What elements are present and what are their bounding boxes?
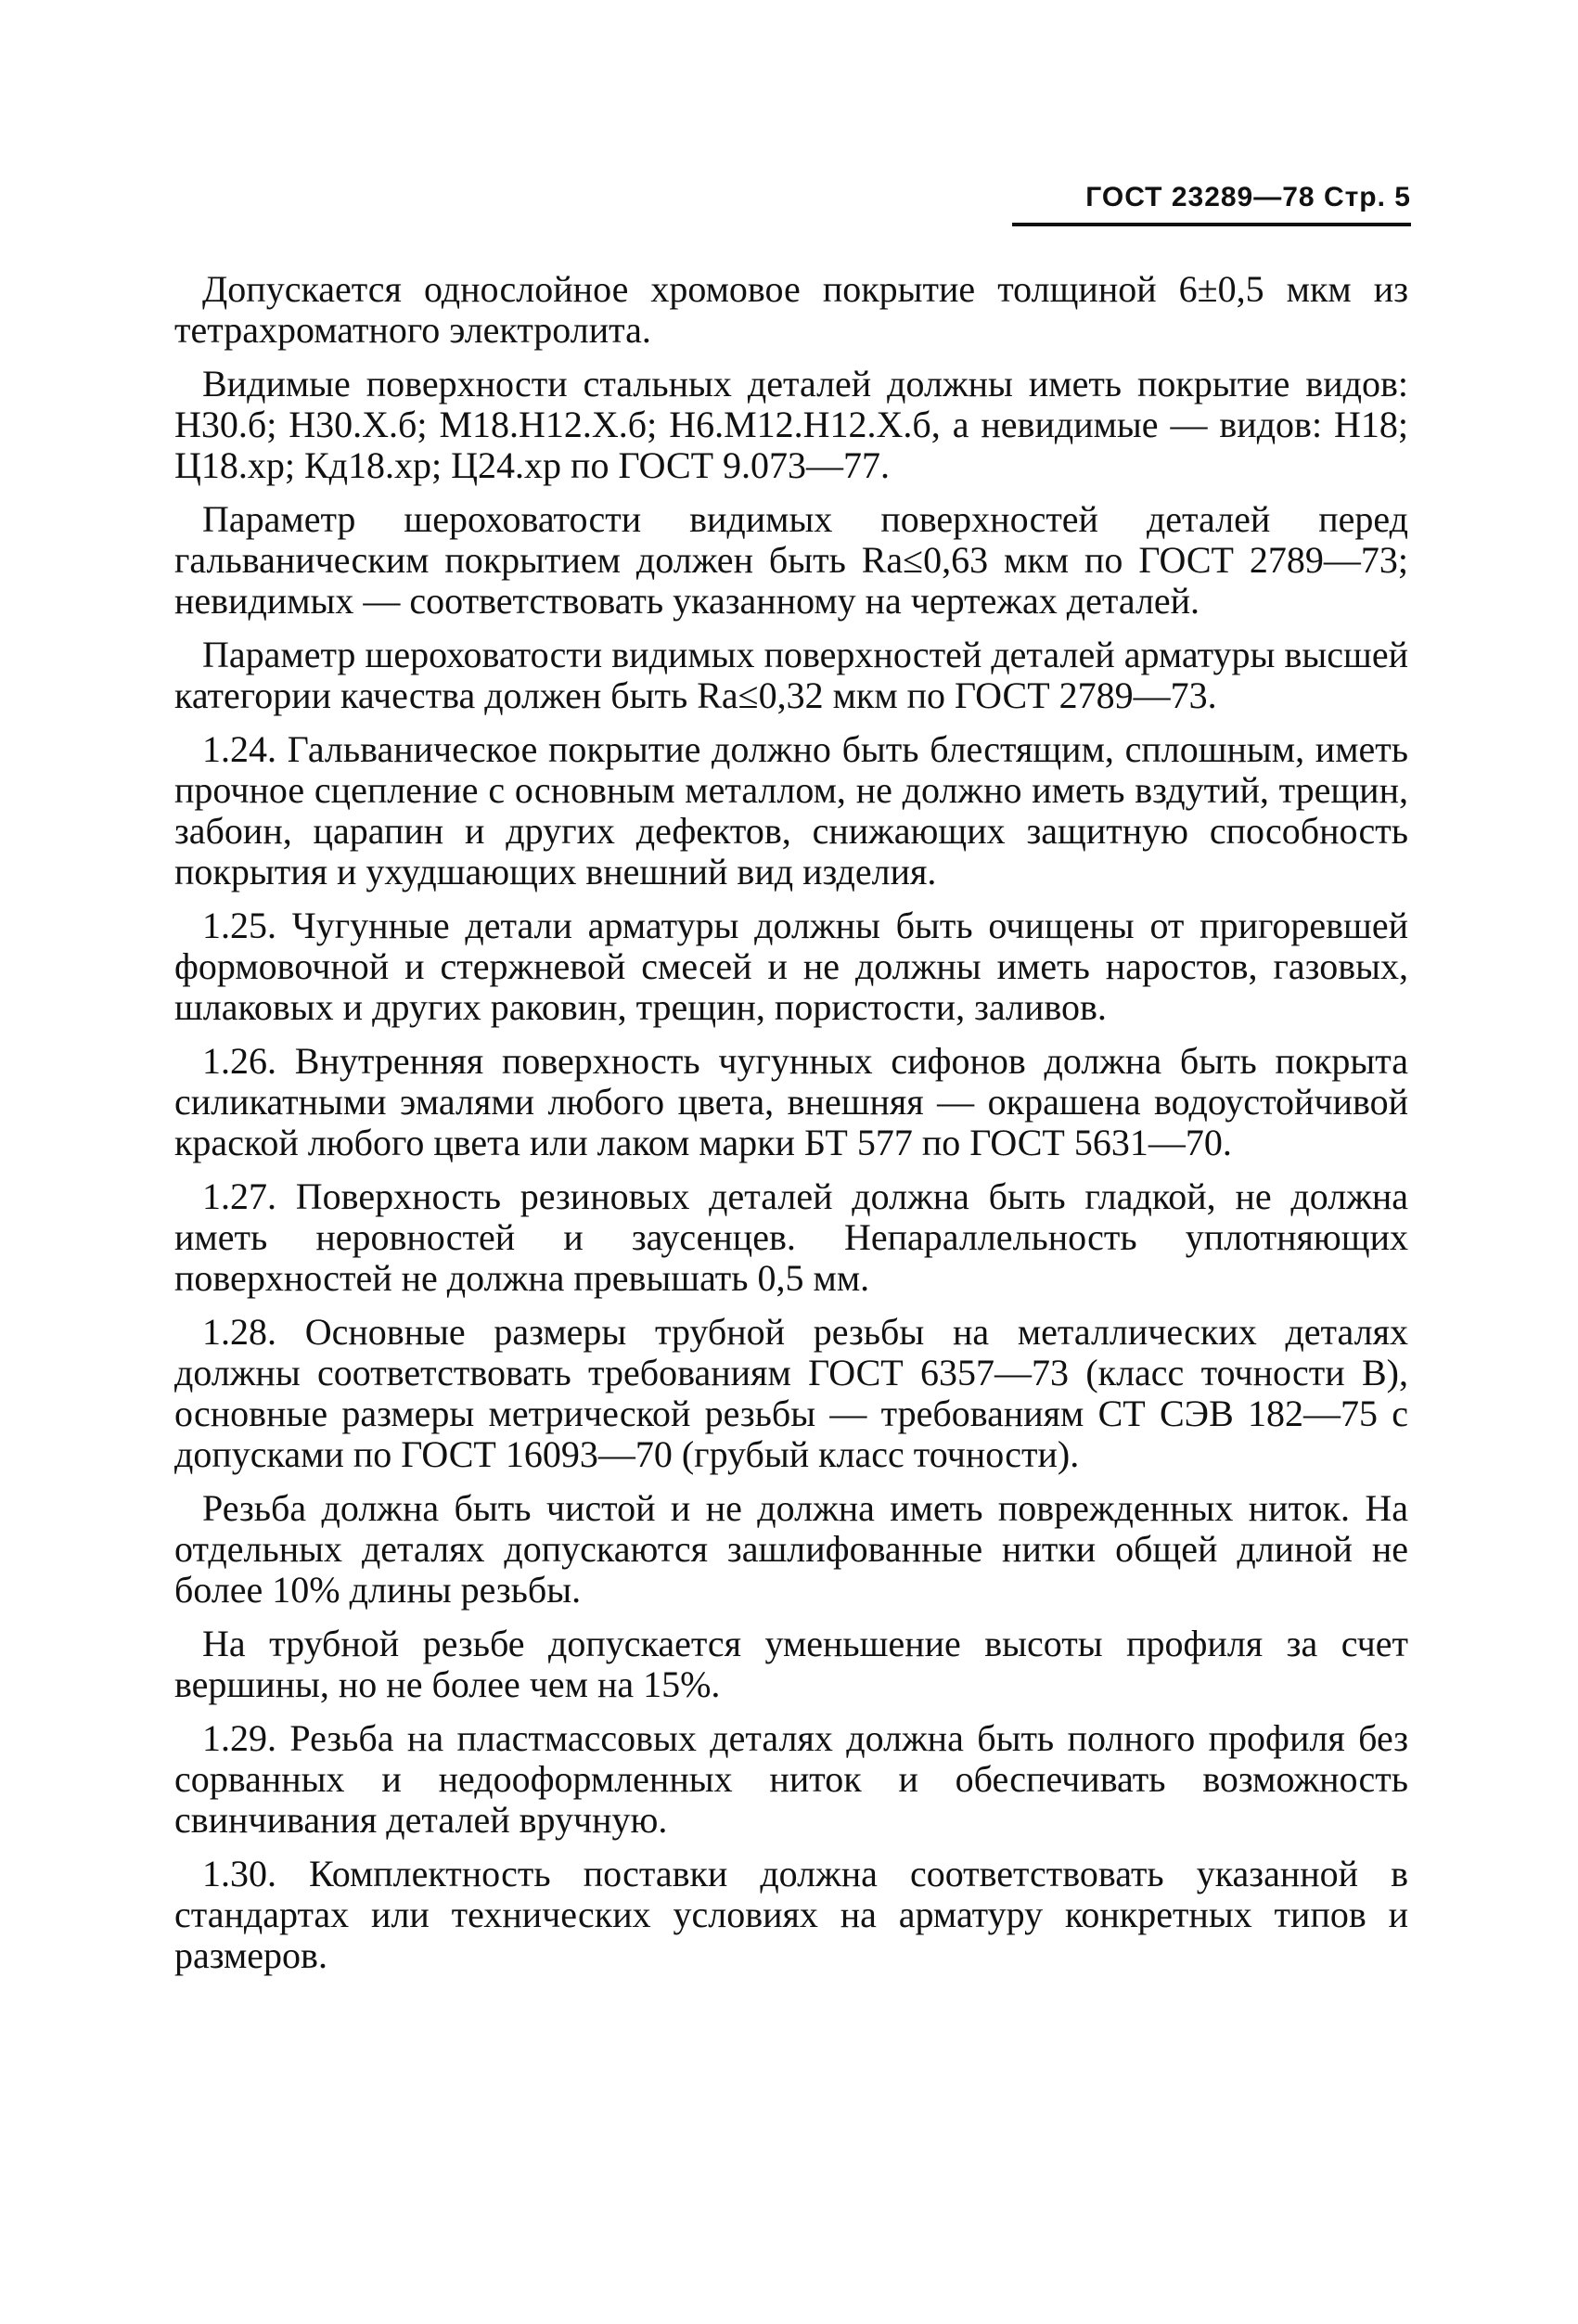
paragraph-thread-cleanliness: Резьба должна быть чистой и не должна иметь поврежденных ниток. На отдельных деталях допускаются зашлифованные нитки общей длиной не более 10% длины резьбы.	[174, 1487, 1408, 1611]
paragraph-pipe-thread-profile: На трубной резьбе допускается уменьшение высоты профиля за счет вершины, но не более чем на 15%.	[174, 1623, 1408, 1705]
paragraph-1-24: 1.24. Гальваническое покрытие должно быть блестящим, сплошным, иметь прочное сцепление с основным металлом, не должно иметь вздутий, трещин, забоин, царапин и других дефектов, снижающих защитную способность покрытия и ухудшающих внешний вид изделия.	[174, 728, 1408, 892]
paragraph-chrome-coating: Допускается однослойное хромовое покрытие толщиной 6±0,5 мкм из тетрахроматного электролита.	[174, 268, 1408, 351]
paragraph-1-25: 1.25. Чугунные детали арматуры должны быть очищены от пригоревшей формовочной и стержневой смесей и не должны иметь наростов, газовых, шлаковых и других раковин, трещин, пористости, заливов.	[174, 905, 1408, 1028]
paragraph-roughness-before-plating: Параметр шероховатости видимых поверхностей деталей перед гальваническим покрытием должен быть Ra≤0,63 мкм по ГОСТ 2789—73; невидимых — соответствовать указанному на чертежах деталей.	[174, 498, 1408, 622]
document-body	[174, 269, 1408, 1989]
paragraph-1-29: 1.29. Резьба на пластмассовых деталях должна быть полного профиля без сорванных и недооформленных ниток и обеспечивать возможность свинчивания деталей вручную.	[174, 1717, 1408, 1841]
paragraph-roughness-highest-category: Параметр шероховатости видимых поверхностей деталей арматуры высшей категории качества должен быть Ra≤0,32 мкм по ГОСТ 2789—73.	[174, 634, 1408, 716]
paragraph-1-26: 1.26. Внутренняя поверхность чугунных сифонов должна быть покрыта силикатными эмалями любого цвета, внешняя — окрашена водоустойчивой краской любого цвета или лаком марки БТ 577 по ГОСТ 5631—70.	[174, 1040, 1408, 1163]
paragraph-1-27: 1.27. Поверхность резиновых деталей должна быть гладкой, не должна иметь неровностей и заусенцев. Непараллельность уплотняющих поверхностей не должна превышать 0,5 мм.	[174, 1175, 1408, 1299]
paragraph-visible-surfaces-coating: Видимые поверхности стальных деталей должны иметь покрытие видов: Н30.б; Н30.Х.б; М18.Н12.Х.б; Н6.М12.Н12.Х.б, а невидимые — видов: Н18; Ц18.хр; Кд18.хр; Ц24.хр по ГОСТ 9.073—77.	[174, 363, 1408, 486]
paragraph-1-28: 1.28. Основные размеры трубной резьбы на металлических деталях должны соответствовать требованиям ГОСТ 6357—73 (класс точности В), основные размеры метрической резьбы — требованиям СТ СЭВ 182—75 с допусками по ГОСТ 16093—70 (грубый класс точности).	[174, 1311, 1408, 1475]
page-header: ГОСТ 23289—78 Стр. 5	[1012, 182, 1411, 226]
paragraph-1-30: 1.30. Комплектность поставки должна соответствовать указанной в стандартах или технических условиях на арматуру конкретных типов и размеров.	[174, 1853, 1408, 1976]
